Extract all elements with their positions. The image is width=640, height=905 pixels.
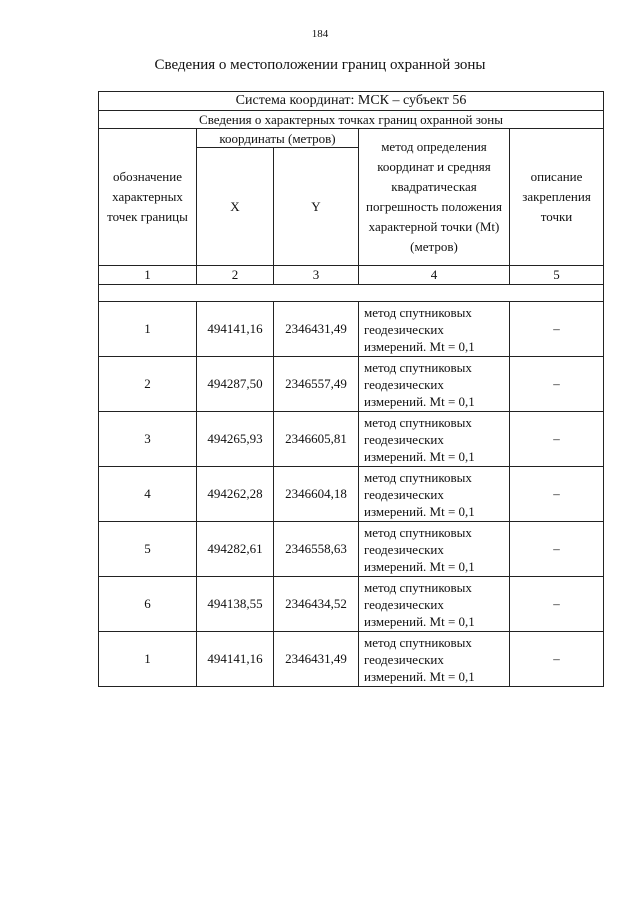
x-cell: 494141,16 — [197, 302, 274, 357]
description-cell: – — [510, 412, 604, 467]
x-cell: 494138,55 — [197, 577, 274, 632]
column-number: 3 — [274, 266, 359, 285]
method-cell: метод спутниковых геодезических измерений. Mt = 0,1 — [359, 632, 510, 687]
x-cell: 494265,93 — [197, 412, 274, 467]
column-number: 1 — [99, 266, 197, 285]
method-cell: метод спутниковых геодезических измерений. Mt = 0,1 — [359, 302, 510, 357]
y-cell: 2346434,52 — [274, 577, 359, 632]
empty-cell — [99, 285, 604, 302]
description-cell: – — [510, 577, 604, 632]
point-cell: 1 — [99, 302, 197, 357]
description-cell: – — [510, 632, 604, 687]
description-cell: – — [510, 467, 604, 522]
description-cell: – — [510, 302, 604, 357]
empty-row — [99, 285, 604, 302]
table-row — [99, 357, 604, 412]
column-number: 4 — [359, 266, 510, 285]
description-cell: – — [510, 522, 604, 577]
point-cell: 6 — [99, 577, 197, 632]
method-cell: метод спутниковых геодезических измерений. Mt = 0,1 — [359, 467, 510, 522]
y-cell: 2346558,63 — [274, 522, 359, 577]
table-row — [99, 467, 604, 522]
header-coordinates: координаты (метров) — [197, 129, 359, 148]
header-method: метод определения координат и средняя квадратическая погрешность положения характерной точки (Mt) (метров) — [359, 129, 510, 266]
coordinate-system-row — [99, 92, 604, 111]
y-cell: 2346431,49 — [274, 302, 359, 357]
header-x: X — [197, 148, 274, 266]
method-cell: метод спутниковых геодезических измерений. Mt = 0,1 — [359, 412, 510, 467]
table-row — [99, 522, 604, 577]
point-cell: 2 — [99, 357, 197, 412]
point-cell: 5 — [99, 522, 197, 577]
column-number: 2 — [197, 266, 274, 285]
method-cell: метод спутниковых геодезических измерений. Mt = 0,1 — [359, 522, 510, 577]
y-cell: 2346604,18 — [274, 467, 359, 522]
page-number: 184 — [311, 28, 329, 40]
points-info-row — [99, 111, 604, 129]
header-description: описание закрепления точки — [510, 129, 604, 266]
coordinates-table — [98, 91, 604, 687]
point-cell: 3 — [99, 412, 197, 467]
x-cell: 494141,16 — [197, 632, 274, 687]
points-info-cell: Сведения о характерных точках границ охранной зоны — [99, 111, 604, 129]
table-row — [99, 577, 604, 632]
point-cell: 1 — [99, 632, 197, 687]
x-cell: 494282,61 — [197, 522, 274, 577]
header-designation: обозначение характерных точек границы — [99, 129, 197, 266]
table-row — [99, 412, 604, 467]
y-cell: 2346605,81 — [274, 412, 359, 467]
header-row — [99, 129, 604, 148]
point-cell: 4 — [99, 467, 197, 522]
x-cell: 494262,28 — [197, 467, 274, 522]
column-numbers-row — [99, 266, 604, 285]
method-cell: метод спутниковых геодезических измерений. Mt = 0,1 — [359, 357, 510, 412]
description-cell: – — [510, 357, 604, 412]
document-title: Сведения о местоположении границ охранной зоны — [154, 57, 486, 73]
y-cell: 2346557,49 — [274, 357, 359, 412]
column-number: 5 — [510, 266, 604, 285]
x-cell: 494287,50 — [197, 357, 274, 412]
header-y: Y — [274, 148, 359, 266]
table-row — [99, 302, 604, 357]
table-row — [99, 632, 604, 687]
coordinate-system-cell: Система координат: МСК – субъект 56 — [99, 92, 604, 111]
y-cell: 2346431,49 — [274, 632, 359, 687]
method-cell: метод спутниковых геодезических измерений. Mt = 0,1 — [359, 577, 510, 632]
